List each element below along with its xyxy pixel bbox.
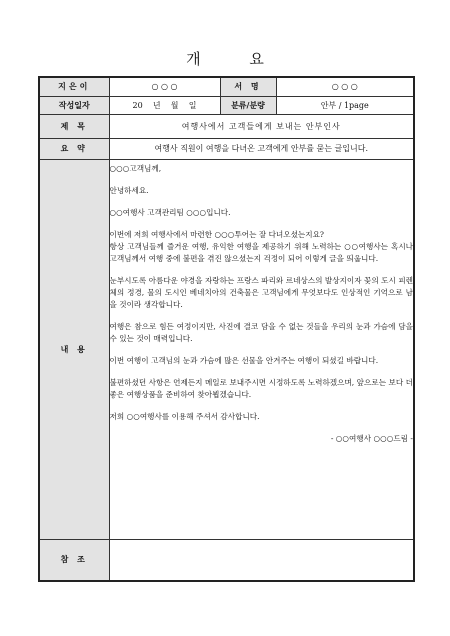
summary-row [39, 138, 414, 159]
content-row [39, 159, 414, 539]
author-label: 지은이 [39, 77, 109, 96]
date-label: 작성일자 [39, 96, 109, 114]
letter-paragraph-3: 여행은 참으로 힘든 여정이지만, 사진에 결코 담을 수 없는 것들을 우리의 눈과 가슴에 담을 수 있는 것이 매력입니다. [109, 322, 413, 343]
signature-label: 서 명 [220, 77, 276, 96]
subject-label: 제 목 [39, 114, 109, 138]
letter-body [110, 163, 414, 535]
letter-intro: ○○여행사 고객관리팀 ○○○입니다. [109, 208, 231, 217]
letter-paragraph-4: 이번 여행이 고객님의 눈과 가슴에 많은 선물을 안겨주는 여행이 되셨길 바랍니다. [109, 356, 379, 365]
summary-value: 여행사 직원이 여행을 다녀온 고객에게 안부를 묻는 글입니다. [109, 138, 414, 159]
summary-label: 요 약 [39, 138, 109, 159]
document-title: 개 요 [186, 50, 286, 68]
category-value: 안부 / 1page [276, 96, 414, 114]
author-row [39, 77, 414, 96]
letter-paragraph-5: 불편하셨던 사항은 언제든지 메일로 보내주시면 시정하도록 노력하겠으며, 앞으로는 보다 더 좋은 여행상품을 준비하여 찾아뵙겠습니다. [109, 378, 413, 399]
date-value: 20 년 월 일 [109, 96, 220, 114]
reference-row [39, 539, 414, 581]
letter-paragraph-2: 눈부시도록 아름다운 야경을 자랑하는 프랑스 파리와 르네상스의 발상지이자 꽃의 도시 피렌체의 정경, 물의 도시인 베네치아의 건축물은 고객님에게 무엇보다도 인상적인 기억으로 남을 것이라 생각합니다. [109, 276, 413, 309]
reference-label: 참 조 [39, 539, 109, 581]
content-body [109, 159, 414, 539]
category-label: 분류/분량 [220, 96, 276, 114]
letter-hello: 안녕하세요. [109, 186, 149, 195]
author-value: ○ ○ ○ [109, 77, 220, 96]
letter-paragraph-1: 이번에 저희 여행사에서 마련한 ○○○투어는 잘 다녀오셨는지요? 항상 고객님들께 즐거운 여행, 유익한 여행을 제공하기 위해 노력하는 ○○여행사는 혹시나 고객님께서 여행 중에 불편을 겪진 않으셨는지 걱정이 되어 이렇게 글을 띄웁니다. [109, 230, 413, 263]
date-row [39, 96, 414, 114]
signature-value: ○ ○ ○ [276, 77, 414, 96]
letter-closing: 저희 ○○여행사를 이용해 주셔서 감사합니다. [109, 412, 260, 421]
summary-form-table [38, 76, 415, 582]
letter-greeting: ○○○고객님께, [109, 164, 162, 173]
content-label: 내 용 [39, 159, 109, 539]
subject-row [39, 114, 414, 138]
reference-value [109, 539, 414, 581]
subject-value: 여행사에서 고객들에게 보내는 안부인사 [109, 114, 414, 138]
letter-signature: - ○○여행사 ○○○드림 - [330, 434, 413, 443]
